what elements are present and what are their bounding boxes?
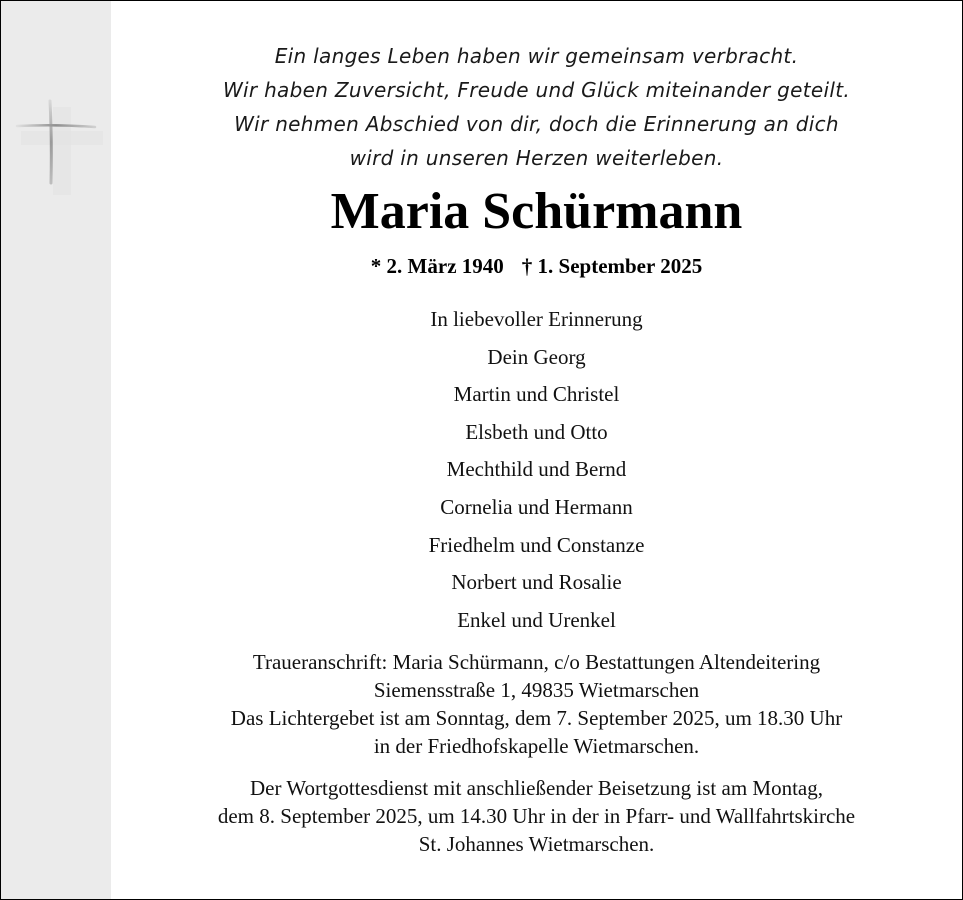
mourner-line: Friedhelm und Constanze	[428, 532, 645, 557]
mourners-list	[111, 301, 962, 639]
mourner-line: Elsbeth und Otto	[465, 419, 608, 444]
address-line: Das Lichtergebet ist am Sonntag, dem 7. September 2025, um 18.30 Uhr	[230, 706, 843, 730]
service-info	[111, 774, 962, 858]
service-line: dem 8. September 2025, um 14.30 Uhr in der in Pfarr- und Wallfahrtskirche	[217, 804, 856, 828]
service-line: Der Wortgottesdienst mit anschließender Beisetzung ist am Montag,	[250, 776, 823, 800]
side-strip	[1, 1, 111, 899]
mourner-line: Cornelia und Hermann	[440, 494, 633, 519]
life-dates	[111, 251, 962, 281]
service-line: St. Johannes Wietmarschen.	[418, 832, 655, 856]
mourning-address	[111, 648, 962, 760]
mourner-line: Dein Georg	[487, 344, 586, 369]
mourner-line: In liebevoller Erinnerung	[430, 307, 643, 331]
poem-line: Wir haben Zuversicht, Freude und Glück miteinander geteilt.	[222, 78, 851, 102]
mourner-line: Martin und Christel	[453, 382, 620, 407]
mourner-line: Enkel und Urenkel	[457, 607, 616, 632]
mourner-line: Norbert und Rosalie	[451, 570, 622, 595]
poem-line: Wir nehmen Abschied von dir, doch die Erinnerung an dich	[234, 112, 839, 136]
address-line: Siemensstraße 1, 49835 Wietmarschen	[373, 678, 700, 702]
birth-date: * 2. März 1940	[370, 254, 504, 278]
poem-line: Ein langes Leben haben wir gemeinsam verbracht.	[274, 44, 799, 68]
poem	[111, 39, 962, 175]
cross-icon	[15, 99, 105, 195]
notice-content	[111, 1, 962, 899]
death-date: † 1. September 2025	[521, 254, 703, 278]
mourner-line: Mechthild und Bernd	[446, 457, 627, 482]
poem-line: wird in unseren Herzen weiterleben.	[349, 146, 724, 170]
address-line: Traueranschrift: Maria Schürmann, c/o Bestattungen Altendeitering	[252, 650, 821, 674]
address-line: in der Friedhofskapelle Wietmarschen.	[373, 734, 700, 758]
deceased-name: Maria Schürmann	[330, 183, 743, 240]
